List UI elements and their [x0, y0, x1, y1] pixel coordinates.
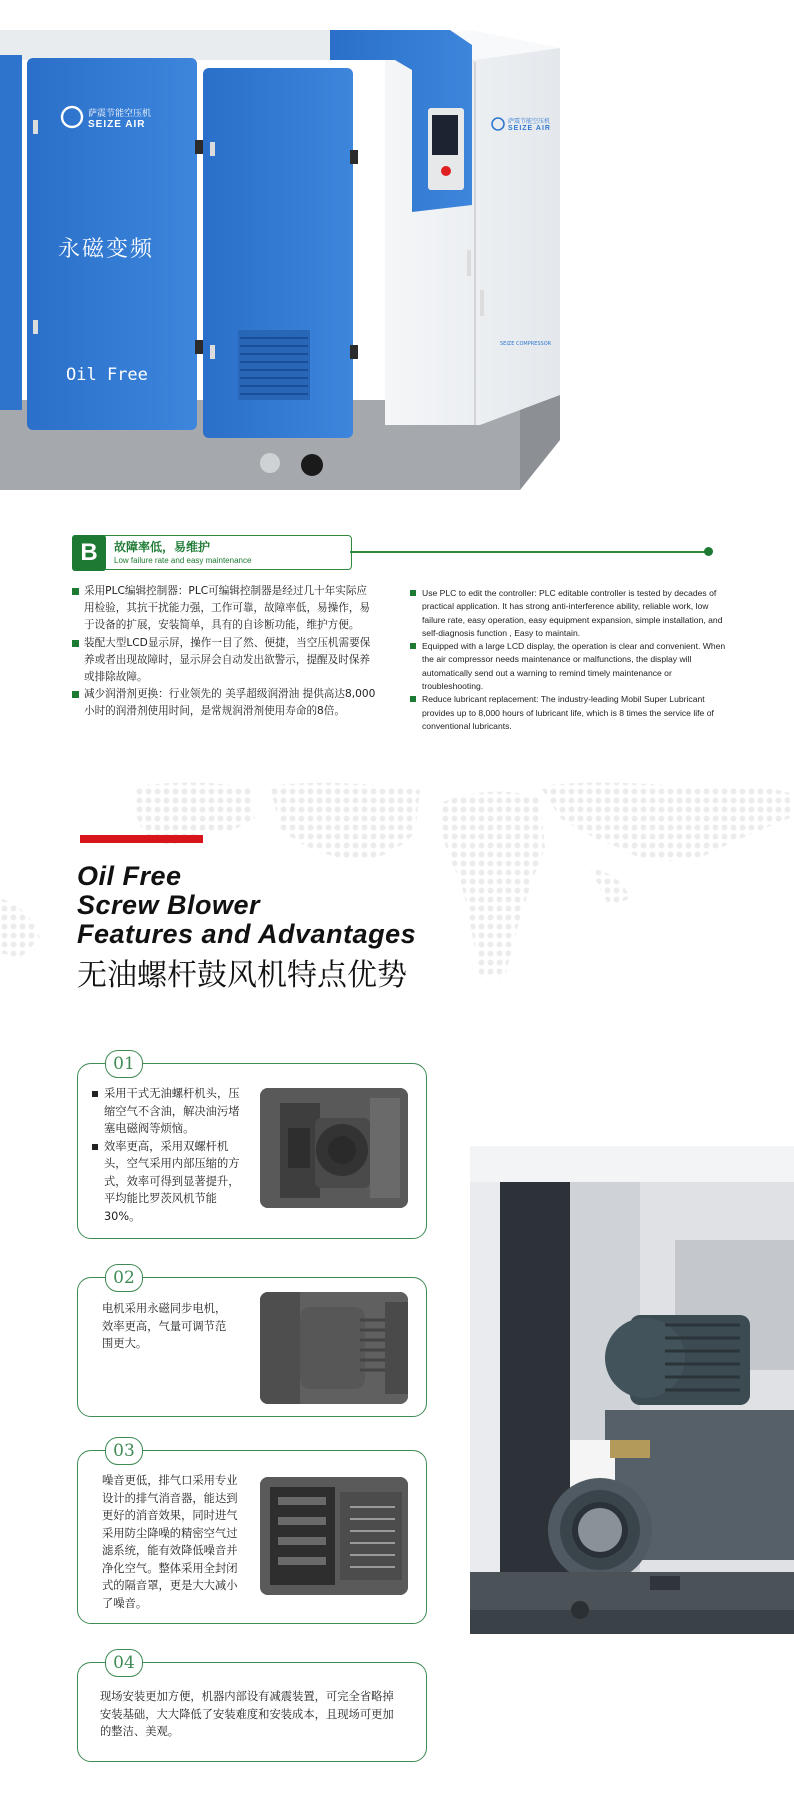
feature-text-04: 现场安装更加方便，机器内部设有减震装置，可完全省略掉安装基础，大大降低了安装难度和安装成本，且现场可更加的整洁、美观。: [100, 1690, 394, 1738]
list-item: 效率更高，采用双螺杆机头，空气采用内部压缩的方式，效率可得到显著提升，平均能比罗茨风机节能30%。: [92, 1138, 244, 1226]
list-item: 采用PLC编辑控制器：PLC可编辑控制器是经过几十年实际应用检验，其抗干扰能力强，工作可靠，故障率低，易操作，易于设备的扩展，安装简单，具有的自诊断功能，维护方便。: [72, 583, 377, 635]
feature-number-02: 02: [105, 1264, 143, 1292]
list-item: 减少润滑剂更换：行业领先的 美孚超级润滑油 提供高达8,000小时的润滑剂使用时间，是常规润滑剂使用寿命的8倍。: [72, 686, 377, 720]
features-title-en-line: Features and Advantages: [77, 919, 417, 949]
feature-number-01: 01: [105, 1050, 143, 1078]
list-item: 装配大型LCD显示屏，操作一目了然、便捷，当空压机需要保养或者出现故障时，显示屏会自动发出欲警示，提醒及时保养或排除故障。: [72, 635, 377, 687]
brand-en-small: SEIZE AIR: [508, 125, 551, 132]
feature-text-02: 电机采用永磁同步电机，效率更高，气量可调节范围更大。: [102, 1302, 227, 1350]
heading-accent-bar: [80, 835, 203, 843]
features-title-cn: 无油螺杆鼓风机特点优势: [77, 958, 407, 993]
blower-machine-image: [470, 1140, 794, 1640]
features-title-en-line: Screw Blower: [77, 890, 261, 920]
brand-cn-small: 萨震节能空压机: [508, 118, 551, 125]
feature-text-03: 噪音更低，排气口采用专业设计的排气消音器，能达到更好的消音效果，同时进气采用防尘降噪的精密空气过滤系统，能有效降低噪音并净化空气。整体采用全封闭式的隔音罩，更是大大减小了噪音。: [102, 1474, 238, 1610]
section-b-badge: B: [72, 535, 106, 571]
svg-text:SEIZE COMPRESSOR: SEIZE COMPRESSOR: [500, 341, 552, 347]
section-b-divider: [350, 551, 708, 553]
list-item: Reduce lubricant replacement: The industry-leading Mobil Super Lubricant provides up to 8,000 hours of lubricant life, which is 8 times the service life of conventional lubricants.: [410, 693, 730, 733]
list-item: Use PLC to edit the controller: PLC editable controller is tested by decades of practical application. It has strong anti-interference ability, reliable work, low failure rate, easy operation, easy equipment expansion, simple installation, and self-diagnosis function , Easy to maintain.: [410, 587, 730, 640]
list-item: 采用干式无油螺杆机头，压缩空气不含油，解决油污堵塞电磁阀等烦恼。: [92, 1085, 244, 1138]
features-title-en: [77, 862, 416, 949]
section-b-title-en: Low failure rate and easy maintenance: [114, 556, 252, 565]
panel-label-cn: 永磁变频: [58, 237, 155, 262]
brand-en: SEIZE AIR: [88, 119, 146, 130]
section-b-list-en: [410, 587, 730, 733]
panel-label-en: Oil Free: [66, 365, 148, 385]
screw-head-image: [260, 1088, 408, 1208]
feature-text-01: [92, 1085, 244, 1225]
feature-number-04: 04: [105, 1649, 143, 1677]
section-b-divider-dot: [704, 547, 713, 556]
section-b-list-cn: [72, 583, 377, 721]
feature-number-03: 03: [105, 1437, 143, 1465]
section-b-title-cn: 故障率低，易维护: [114, 540, 211, 554]
features-title-en-line: Oil Free: [77, 861, 182, 891]
list-item: Equipped with a large LCD display, the operation is clear and convenient. When the air compressor needs maintenance or malfunctions, the display will automatically send out a warning to remind timely maintenance or troubleshooting.: [410, 640, 730, 693]
brand-logo-text: [88, 106, 151, 130]
brand-logo-small: [508, 116, 551, 132]
brand-cn: 萨震节能空压机: [88, 109, 152, 119]
motor-image: [260, 1292, 408, 1404]
silencer-image: [260, 1477, 408, 1595]
